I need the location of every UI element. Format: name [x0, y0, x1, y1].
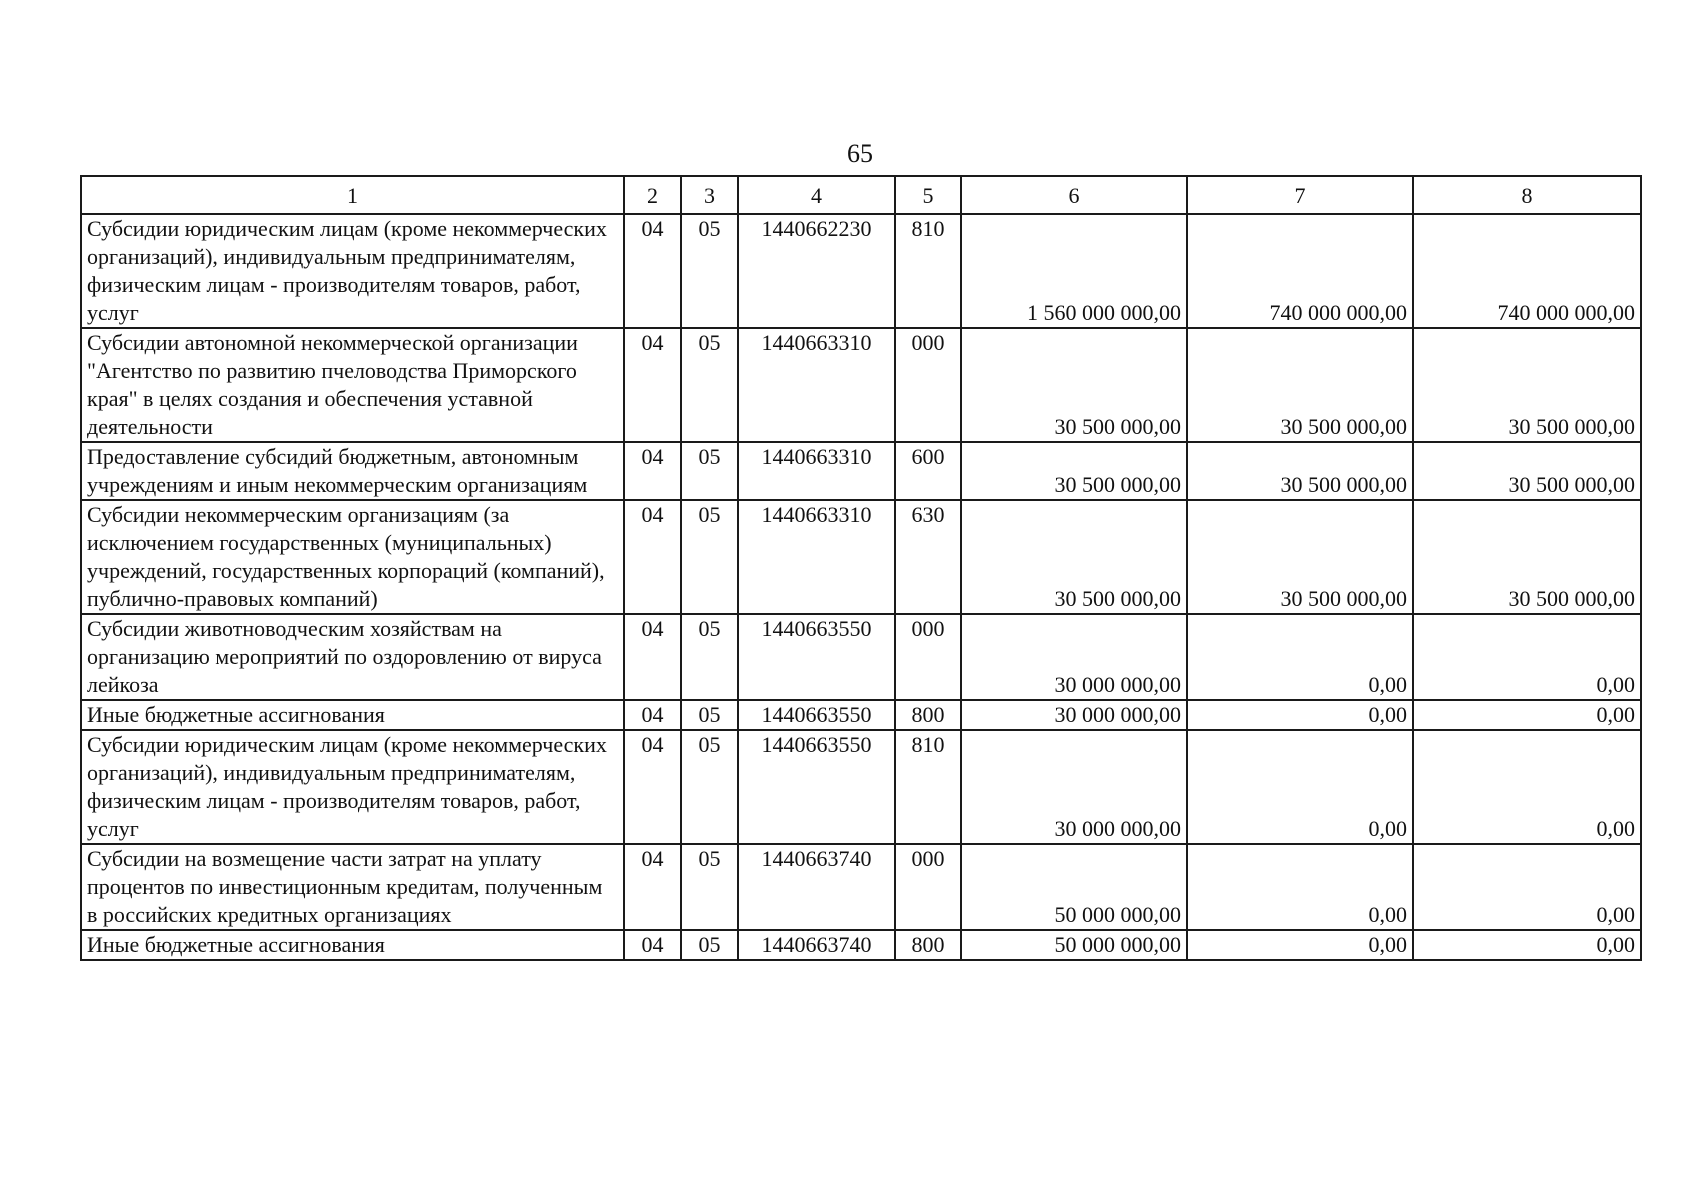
expense-type-code: 630 — [895, 500, 961, 614]
expense-type-code: 600 — [895, 442, 961, 500]
amount-year-2: 30 500 000,00 — [1187, 442, 1413, 500]
subsection-code: 05 — [681, 930, 738, 960]
table-row — [81, 730, 1641, 844]
section-code: 04 — [624, 700, 681, 730]
section-code: 04 — [624, 844, 681, 930]
subsection-code: 05 — [681, 500, 738, 614]
amount-year-1: 50 000 000,00 — [961, 844, 1187, 930]
target-article-code: 1440663550 — [738, 700, 895, 730]
amount-year-1: 30 000 000,00 — [961, 614, 1187, 700]
column-header: 2 — [624, 176, 681, 214]
amount-year-3: 0,00 — [1413, 844, 1641, 930]
section-code: 04 — [624, 730, 681, 844]
amount-year-3: 740 000 000,00 — [1413, 214, 1641, 328]
target-article-code: 1440663310 — [738, 500, 895, 614]
expense-type-code: 800 — [895, 930, 961, 960]
item-name: Иные бюджетные ассигнования — [81, 700, 624, 730]
subsection-code: 05 — [681, 328, 738, 442]
expense-type-code: 810 — [895, 214, 961, 328]
target-article-code: 1440663550 — [738, 614, 895, 700]
column-header: 5 — [895, 176, 961, 214]
subsection-code: 05 — [681, 844, 738, 930]
table-row — [81, 328, 1641, 442]
target-article-code: 1440663310 — [738, 442, 895, 500]
amount-year-2: 30 500 000,00 — [1187, 328, 1413, 442]
table-row — [81, 500, 1641, 614]
expense-type-code: 800 — [895, 700, 961, 730]
budget-table — [80, 175, 1642, 961]
table-row — [81, 930, 1641, 960]
item-name: Иные бюджетные ассигнования — [81, 930, 624, 960]
amount-year-2: 0,00 — [1187, 930, 1413, 960]
page-number: 65 — [847, 139, 873, 168]
table-header-row — [81, 176, 1641, 214]
column-header: 6 — [961, 176, 1187, 214]
amount-year-2: 0,00 — [1187, 700, 1413, 730]
expense-type-code: 000 — [895, 844, 961, 930]
amount-year-3: 0,00 — [1413, 730, 1641, 844]
target-article-code: 1440663740 — [738, 844, 895, 930]
amount-year-2: 0,00 — [1187, 730, 1413, 844]
target-article-code: 1440663550 — [738, 730, 895, 844]
item-name: Субсидии юридическим лицам (кроме некоммерческих организаций), индивидуальным предпринимателям, физическим лицам - производителям товаров, работ, услуг — [81, 730, 624, 844]
subsection-code: 05 — [681, 614, 738, 700]
column-header: 7 — [1187, 176, 1413, 214]
target-article-code: 1440662230 — [738, 214, 895, 328]
amount-year-2: 30 500 000,00 — [1187, 500, 1413, 614]
expense-type-code: 810 — [895, 730, 961, 844]
item-name: Предоставление субсидий бюджетным, автономным учреждениям и иным некоммерческим организациям — [81, 442, 624, 500]
amount-year-3: 30 500 000,00 — [1413, 442, 1641, 500]
table-row — [81, 214, 1641, 328]
item-name: Субсидии юридическим лицам (кроме некоммерческих организаций), индивидуальным предпринимателям, физическим лицам - производителям товаров, работ, услуг — [81, 214, 624, 328]
amount-year-1: 30 000 000,00 — [961, 700, 1187, 730]
expense-type-code: 000 — [895, 614, 961, 700]
section-code: 04 — [624, 614, 681, 700]
amount-year-2: 740 000 000,00 — [1187, 214, 1413, 328]
amount-year-1: 30 500 000,00 — [961, 328, 1187, 442]
amount-year-3: 0,00 — [1413, 614, 1641, 700]
amount-year-3: 0,00 — [1413, 930, 1641, 960]
amount-year-1: 30 500 000,00 — [961, 442, 1187, 500]
amount-year-2: 0,00 — [1187, 844, 1413, 930]
column-header: 3 — [681, 176, 738, 214]
table-row — [81, 442, 1641, 500]
subsection-code: 05 — [681, 214, 738, 328]
item-name: Субсидии животноводческим хозяйствам на организацию мероприятий по оздоровлению от вируса лейкоза — [81, 614, 624, 700]
item-name: Субсидии некоммерческим организациям (за исключением государственных (муниципальных) учреждений, государственных корпораций (компаний), публично-правовых компаний) — [81, 500, 624, 614]
column-header: 4 — [738, 176, 895, 214]
item-name: Субсидии на возмещение части затрат на уплату процентов по инвестиционным кредитам, полученным в российских кредитных организациях — [81, 844, 624, 930]
section-code: 04 — [624, 442, 681, 500]
expense-type-code: 000 — [895, 328, 961, 442]
table-row — [81, 700, 1641, 730]
target-article-code: 1440663740 — [738, 930, 895, 960]
item-name: Субсидии автономной некоммерческой организации "Агентство по развитию пчеловодства Приморского края" в целях создания и обеспечения уставной деятельности — [81, 328, 624, 442]
section-code: 04 — [624, 214, 681, 328]
amount-year-3: 0,00 — [1413, 700, 1641, 730]
target-article-code: 1440663310 — [738, 328, 895, 442]
section-code: 04 — [624, 500, 681, 614]
table-row — [81, 844, 1641, 930]
amount-year-3: 30 500 000,00 — [1413, 500, 1641, 614]
section-code: 04 — [624, 328, 681, 442]
amount-year-1: 30 500 000,00 — [961, 500, 1187, 614]
amount-year-3: 30 500 000,00 — [1413, 328, 1641, 442]
subsection-code: 05 — [681, 700, 738, 730]
column-header: 8 — [1413, 176, 1641, 214]
amount-year-1: 50 000 000,00 — [961, 930, 1187, 960]
amount-year-2: 0,00 — [1187, 614, 1413, 700]
subsection-code: 05 — [681, 730, 738, 844]
amount-year-1: 30 000 000,00 — [961, 730, 1187, 844]
table-row — [81, 614, 1641, 700]
section-code: 04 — [624, 930, 681, 960]
column-header: 1 — [81, 176, 624, 214]
subsection-code: 05 — [681, 442, 738, 500]
amount-year-1: 1 560 000 000,00 — [961, 214, 1187, 328]
